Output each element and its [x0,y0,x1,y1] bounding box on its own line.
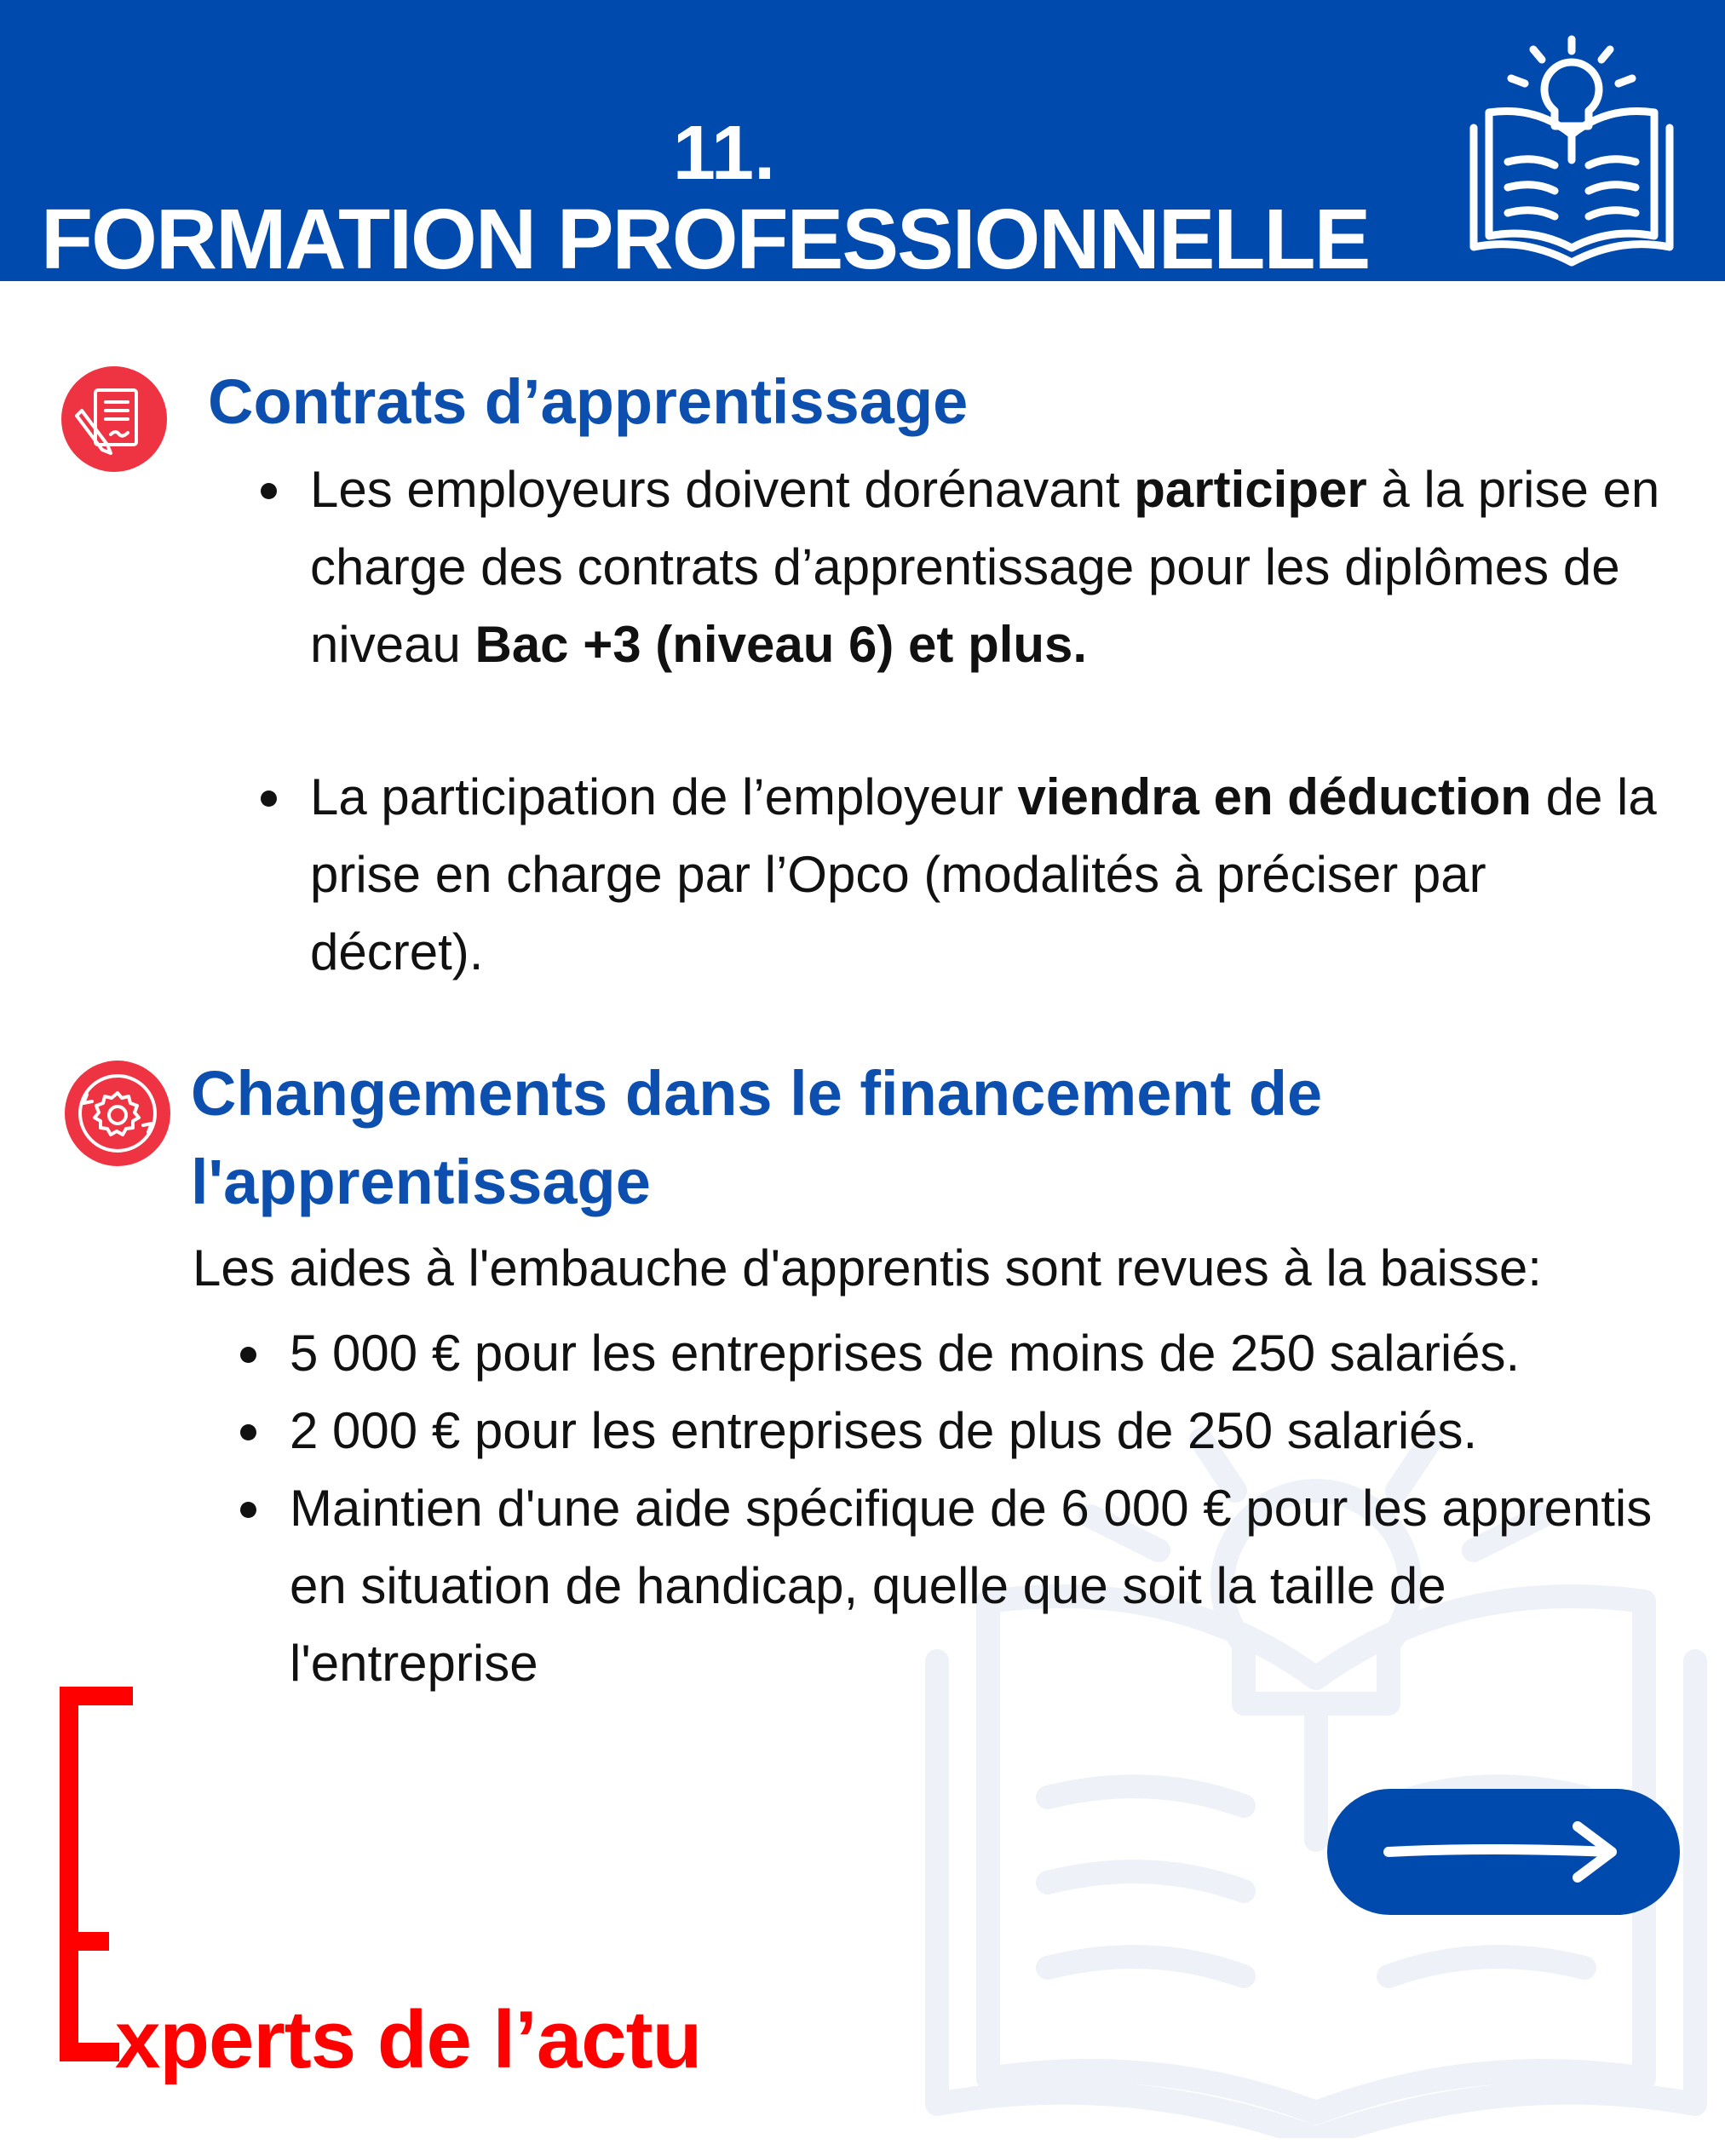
next-page-button[interactable] [1327,1789,1680,1915]
list-item: Maintien d'une aide spécifique de 6 000 € pour les apprentis en situation de handicap, quelle que soit la taille de l'entreprise [290,1469,1695,1702]
contract-pen-icon [61,366,167,472]
list-item: 5 000 € pour les entreprises de moins de 250 salariés. [290,1314,1695,1392]
page-title: FORMATION PROFESSIONNELLE [41,192,1370,287]
bullet-dot [240,1347,256,1363]
arrow-right-icon [1380,1816,1627,1888]
brand-letter-e-stem [60,1687,78,2061]
list-item: La participation de l’employeur viendra en déduction de la prise en charge par l’Opco (modalités à préciser par décret). [310,758,1673,991]
bullet-dot [240,1424,256,1440]
brand-letter-e-middle [60,1932,109,1951]
bullet-dot [261,483,277,499]
apprenticeship-contracts-list [310,451,1673,991]
funding-aid-list [290,1314,1695,1702]
list-item: Les employeurs doivent dorénavant participer à la prise en charge des contrats d’apprentissage pour les diplômes de niveau Bac +3 (niveau 6) et plus. [310,451,1673,683]
header-banner [0,0,1725,287]
open-book-lightbulb-icon [1448,34,1695,273]
section-title-apprenticeship-contracts: Contrats d’apprentissage [208,366,969,437]
brand-name: xperts de l’actu [115,1994,702,2085]
section-number: 11. [672,111,776,196]
brand-letter-e-bottom [60,2043,119,2061]
bullet-dot [240,1502,256,1518]
brand-letter-e-top [60,1687,133,1705]
gear-cycle-icon [65,1061,170,1166]
list-item: 2 000 € pour les entreprises de plus de 250 salariés. [290,1392,1695,1469]
funding-intro-text: Les aides à l'embauche d'apprentis sont revues à la baisse: [193,1239,1542,1296]
bullet-dot [261,791,277,807]
section-title-funding-changes: Changements dans le financement de l'apprentissage [191,1058,1323,1217]
